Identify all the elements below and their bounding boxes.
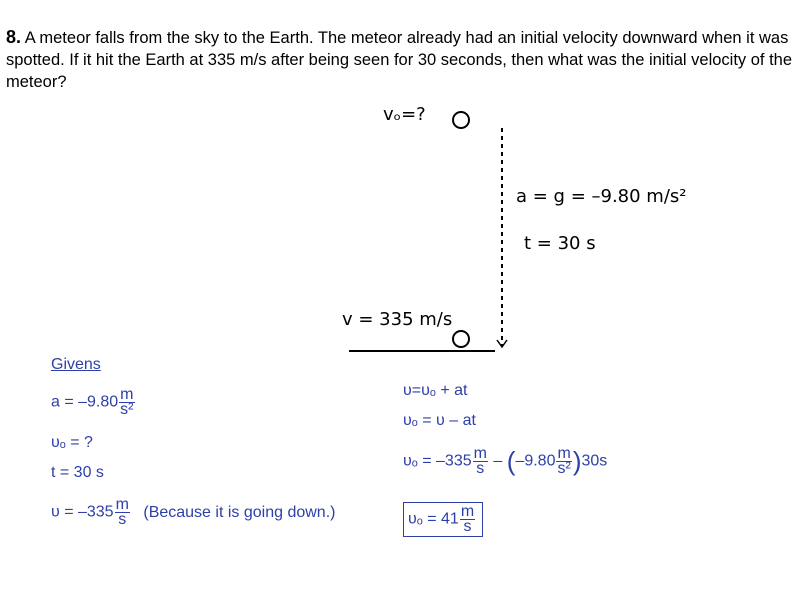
substituted-time: 30s	[581, 452, 608, 470]
acceleration-label: a = g = –9.80 m/s²	[516, 186, 687, 207]
unit-denominator: s²	[557, 460, 571, 477]
time-label: t = 30 s	[524, 233, 596, 254]
ground-line	[349, 350, 495, 352]
given-initial-velocity: υₒ = ?	[51, 434, 93, 451]
problem-number: 8.	[6, 27, 22, 47]
direction-note: (Because it is going down.)	[143, 503, 336, 521]
unit-fraction	[460, 505, 475, 534]
given-acceleration	[51, 388, 136, 417]
meteor-end-circle	[452, 330, 470, 348]
equation-rearranged: υₒ = υ – at	[403, 412, 476, 429]
problem-statement	[6, 26, 796, 93]
substituted-final-velocity: υₒ = –335	[403, 452, 472, 470]
unit-numerator: m	[557, 445, 571, 462]
givens-title: Givens	[51, 356, 101, 373]
unit-numerator: m	[115, 496, 129, 513]
equation-substituted	[403, 446, 607, 477]
unit-fraction	[115, 498, 130, 527]
unit-numerator: m	[473, 445, 487, 462]
unit-denominator: s	[463, 518, 472, 535]
given-final-velocity-value: υ = –335	[51, 503, 114, 521]
equation-kinematic: υ=υₒ + at	[403, 382, 468, 399]
given-acceleration-value: a = –9.80	[51, 393, 119, 411]
close-paren: )	[572, 446, 582, 476]
unit-denominator: s	[118, 511, 127, 528]
given-final-velocity	[51, 498, 335, 527]
meteor-start-circle	[452, 111, 470, 129]
unit-denominator: s	[476, 460, 485, 477]
answer-box	[403, 502, 483, 537]
initial-velocity-label: vₒ=?	[383, 104, 426, 125]
open-paren: (	[506, 446, 516, 476]
minus-sign: –	[493, 452, 503, 470]
unit-numerator: m	[460, 503, 475, 520]
fall-arrow	[490, 128, 514, 356]
given-time: t = 30 s	[51, 464, 104, 481]
problem-text: A meteor falls from the sky to the Earth. The meteor already had an initial velocity downward when it was spotted. If it hit the Earth at 335 m/s after being seen for 30 seconds, then what was the initial velocity of the meteor?	[6, 29, 793, 91]
unit-fraction	[556, 447, 571, 476]
substituted-acceleration: –9.80	[515, 452, 556, 470]
unit-numerator: m	[120, 386, 134, 403]
unit-denominator: s²	[120, 401, 134, 418]
final-velocity-label: v = 335 m/s	[342, 309, 453, 330]
unit-fraction	[119, 388, 134, 417]
unit-fraction	[473, 447, 488, 476]
answer-value: υₒ = 41	[408, 510, 459, 528]
